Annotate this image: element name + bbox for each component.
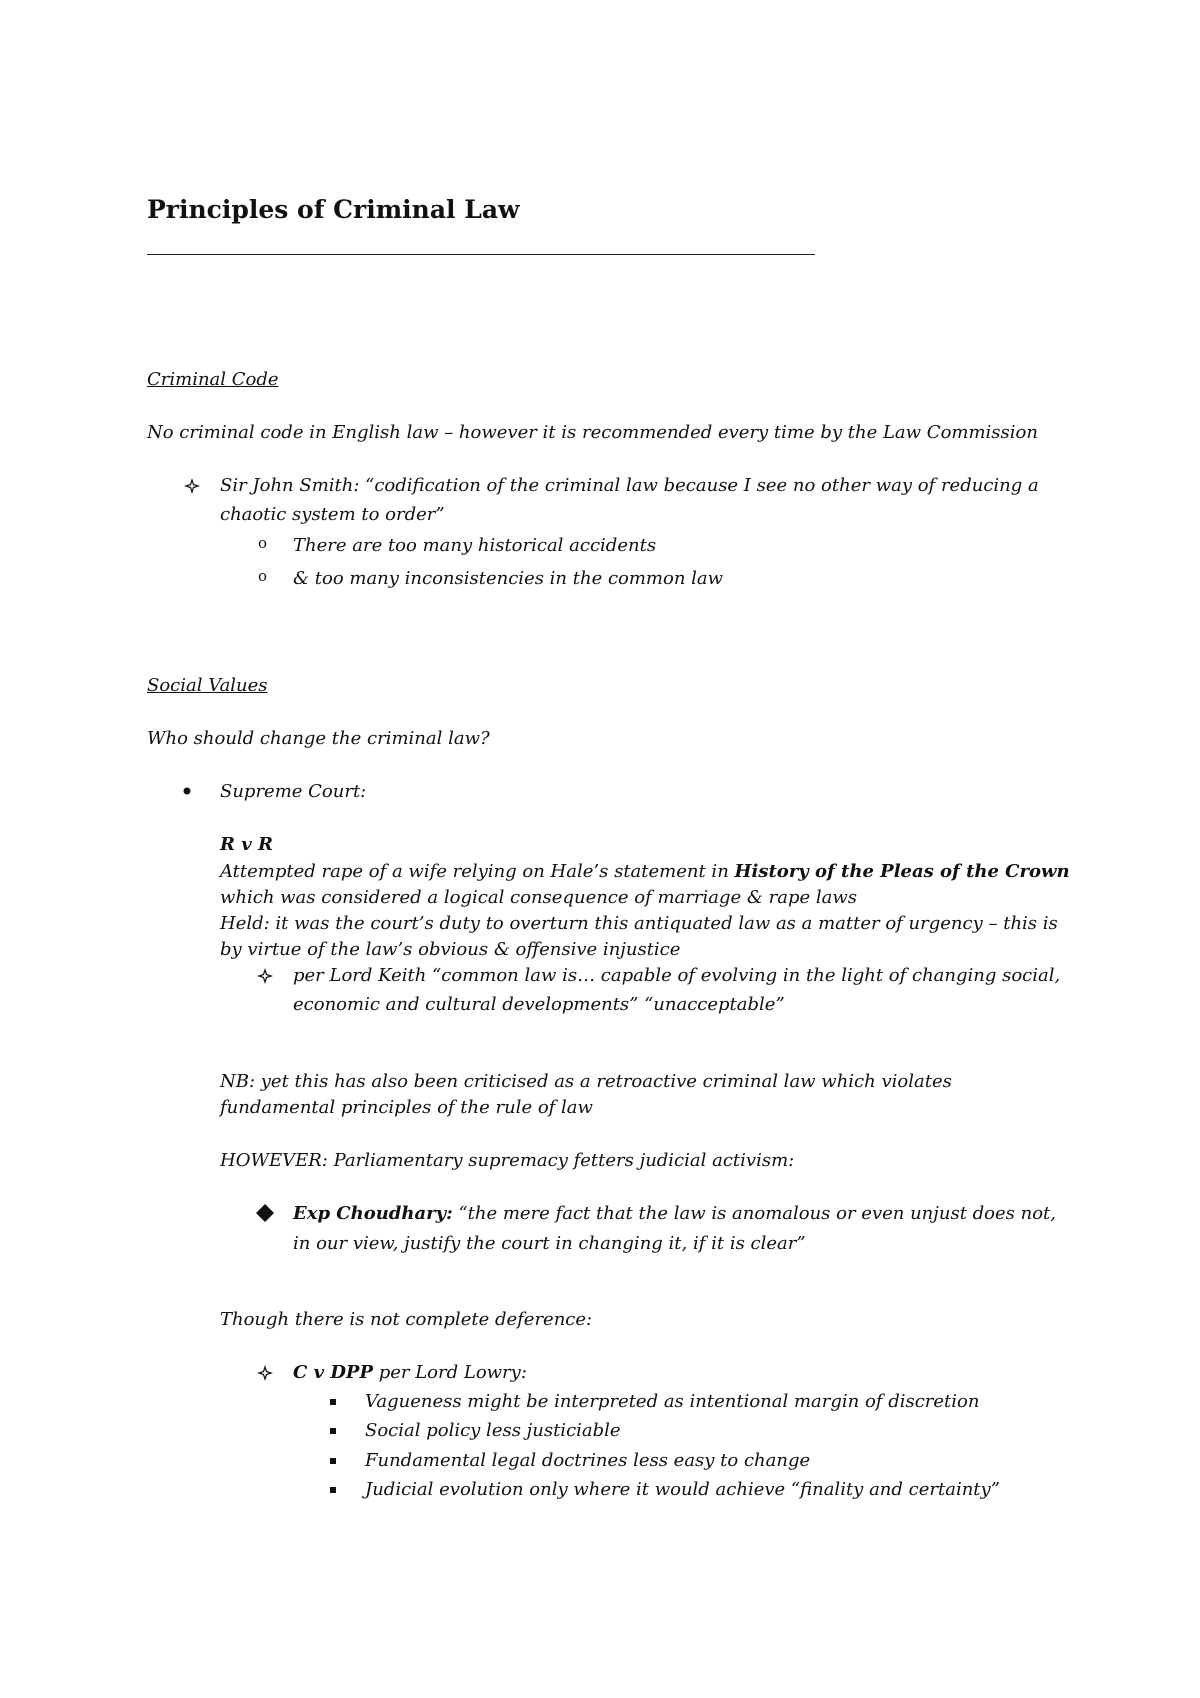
nb-line-2: fundamental principles of the rule of law [220,1097,593,1118]
criminal-code-intro: No criminal code in English law – however it is recommended every time by the Law Commission [147,422,1038,443]
sub-point-inconsistencies: & too many inconsistencies in the common law [293,568,724,589]
case-c-v-dpp: C v DPP [293,1362,373,1383]
choudhary-line-1 [293,1203,1056,1225]
c-v-dpp-line [293,1362,527,1384]
nb-line-1: NB: yet this has also been criticised as a retroactive criminal law which violates [220,1071,952,1092]
square-bullet-icon [330,1399,336,1405]
diamond-star-icon [257,968,273,984]
square-bullet-icon [330,1487,336,1493]
rvr-line-4: by virtue of the law’s obvious & offensive injustice [220,939,681,960]
lowry-point-3: Fundamental legal doctrines less easy to change [365,1450,811,1471]
rvr-line-1 [220,861,1070,883]
smith-quote-line-2: chaotic system to order” [220,504,445,525]
keith-quote-line-2: economic and cultural developments” “unacceptable” [293,994,785,1015]
however-line: HOWEVER: Parliamentary supremacy fetters judicial activism: [220,1150,795,1171]
pleas-of-crown-title: History of the Pleas of the Crown [734,861,1070,882]
rvr-line-3: Held: it was the court’s duty to overturn this antiquated law as a matter of urgency – this is [220,913,1058,934]
square-bullet-icon [330,1428,336,1434]
page-title: Principles of Criminal Law [147,195,520,224]
circle-bullet-icon: o [258,567,268,585]
diamond-star-icon [257,1365,273,1381]
heading-social-values: Social Values [147,675,268,696]
heading-criminal-code: Criminal Code [147,369,279,390]
rvr-line-2: which was considered a logical consequence of marriage & rape laws [220,887,857,908]
social-values-question: Who should change the criminal law? [147,728,490,749]
supreme-court-label: Supreme Court: [220,781,367,802]
choudhary-quote-1: “the mere fact that the law is anomalous or even unjust does not, [452,1203,1056,1224]
circle-bullet-icon: o [258,534,268,552]
filled-diamond-icon [256,1204,274,1222]
diamond-star-icon [184,478,200,494]
case-r-v-r: R v R [220,834,273,855]
lowry-point-4: Judicial evolution only where it would achieve “finality and certainty” [365,1479,1000,1500]
c-v-dpp-rest: per Lord Lowry: [373,1362,527,1383]
sub-point-historical: There are too many historical accidents [293,535,657,556]
bullet-dot-icon [183,787,191,795]
square-bullet-icon [330,1458,336,1464]
case-exp-choudhary: Exp Choudhary: [293,1203,453,1224]
deference-line: Though there is not complete deference: [220,1309,593,1330]
choudhary-line-2: in our view, justify the court in changing it, if it is clear” [293,1233,806,1254]
lowry-point-2: Social policy less justiciable [365,1420,621,1441]
title-rule [147,254,815,255]
keith-quote-line-1: per Lord Keith “common law is… capable of evolving in the light of changing social, [293,965,1061,986]
lowry-point-1: Vagueness might be interpreted as intentional margin of discretion [365,1391,980,1412]
smith-quote-line-1: Sir John Smith: “codification of the criminal law because I see no other way of reducing a [220,475,1039,496]
rvr-line-1-text: Attempted rape of a wife relying on Hale’s statement in [220,861,735,882]
